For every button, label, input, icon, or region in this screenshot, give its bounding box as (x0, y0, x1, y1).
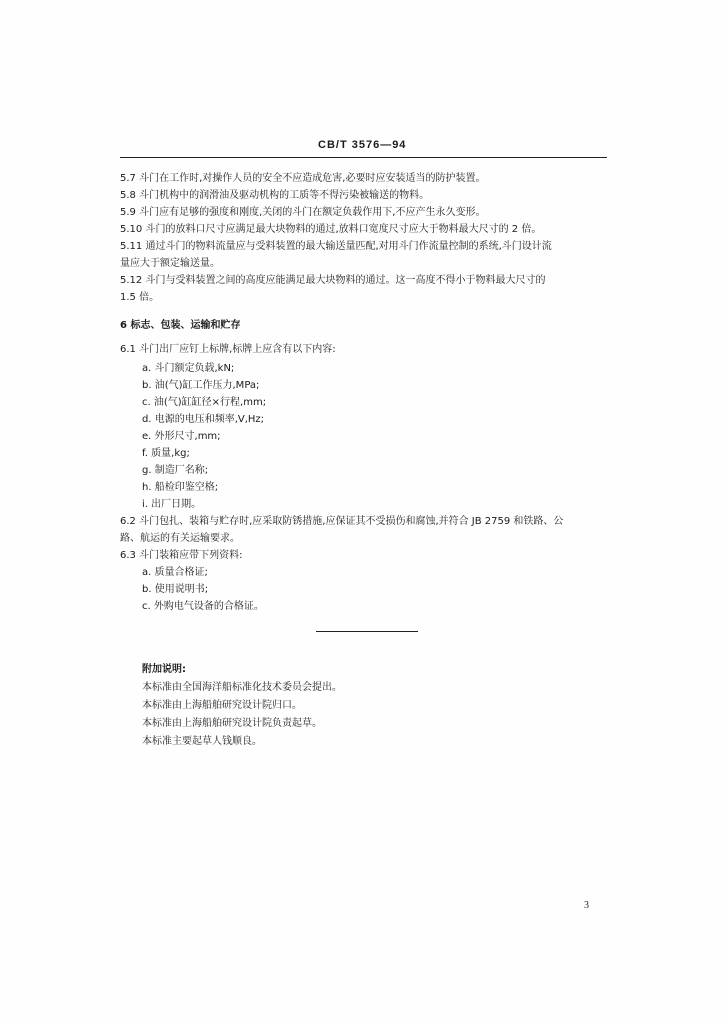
list-item: a. 质量合格证; (142, 567, 208, 578)
clause-5-11: 5.11 通过斗门的物料流量应与受料装置的最大输送量匹配,对用斗门作流量控制的系统,斗门设计流 (120, 241, 552, 252)
list-item: b. 油(气)缸工作压力,MPa; (142, 380, 260, 391)
list-item: a. 斗门额定负载,kN; (142, 363, 235, 374)
list-item: c. 外购电气设备的合格证。 (142, 601, 264, 612)
clause-5-8: 5.8 斗门机构中的润滑油及驱动机构的工质等不得污染被输送的物料。 (120, 190, 430, 201)
additional-note-line: 本标准由上海船舶研究设计院负责起草。 (142, 718, 322, 729)
list-item: h. 船检印鉴空格; (142, 482, 219, 493)
list-item: i. 出厂日期。 (142, 499, 202, 510)
clause-5-9: 5.9 斗门应有足够的强度和刚度,关闭的斗门在额定负载作用下,不应产生永久变形。 (120, 207, 486, 218)
list-item: b. 使用说明书; (142, 584, 209, 595)
clause-6-2-cont: 路、航运的有关运输要求。 (120, 533, 240, 544)
clause-5-11-cont: 量应大于额定输送量。 (120, 258, 220, 269)
header-rule (120, 157, 607, 158)
additional-note-line: 本标准由全国海洋船标准化技术委员会提出。 (142, 682, 342, 693)
standard-code-header: CB/T 3576—94 (318, 139, 407, 151)
list-item: f. 质量,kg; (142, 448, 190, 459)
end-of-standard-rule (316, 631, 418, 632)
additional-notes-title: 附加说明: (142, 664, 186, 675)
clause-5-12: 5.12 斗门与受料装置之间的高度应能满足最大块物料的通过。这一高度不得小于物料最大尺寸的 (120, 275, 546, 286)
clause-6-1: 6.1 斗门出厂应钉上标牌,标牌上应含有以下内容: (120, 344, 336, 355)
list-item: d. 电源的电压和频率,V,Hz; (142, 414, 265, 425)
section-6-title: 6 标志、包装、运输和贮存 (120, 320, 241, 331)
clause-5-10: 5.10 斗门的放料口尺寸应满足最大块物料的通过,放料口宽度尺寸应大于物料最大尺寸的 2 倍。 (120, 224, 542, 235)
clause-5-12-cont: 1.5 倍。 (120, 292, 160, 303)
clause-6-2: 6.2 斗门包扎、装箱与贮存时,应采取防锈措施,应保证其不受损伤和腐蚀,并符合 JB 2759 和铁路、公 (120, 516, 564, 527)
clause-6-3: 6.3 斗门装箱应带下列资料: (120, 550, 243, 561)
list-item: e. 外形尺寸,mm; (142, 431, 221, 442)
list-item: c. 油(气)缸缸径×行程,mm; (142, 397, 267, 408)
clause-5-7: 5.7 斗门在工作时,对操作人员的安全不应造成危害,必要时应安装适当的防护装置。 (120, 173, 486, 184)
page-number: 3 (584, 900, 589, 911)
additional-note-line: 本标准由上海船舶研究设计院归口。 (142, 700, 302, 711)
additional-note-line: 本标准主要起草人钱顺良。 (142, 736, 262, 747)
list-item: g. 制造厂名称; (142, 465, 209, 476)
